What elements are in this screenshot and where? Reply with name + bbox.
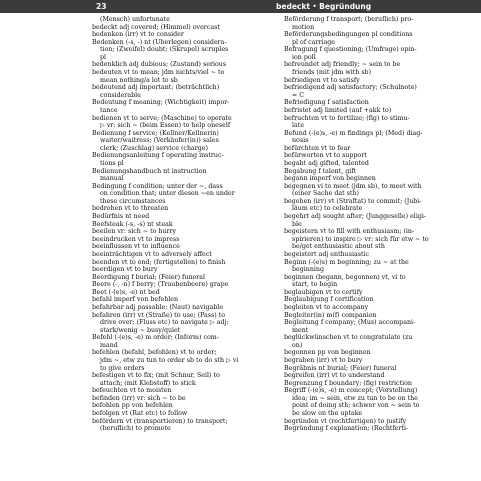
running-title-first: bedeckt (276, 2, 310, 11)
entry-line: Beefsteak (-s, -s) nt steak (92, 220, 173, 228)
entry-line: befohlen pp von befehlen (92, 402, 173, 410)
entry-line: Begründung f explanation; (Rechtferti- (284, 425, 409, 433)
entry-line: beenden vt to end; (fertigstellen) to finish (92, 258, 226, 266)
entry-line: ble (292, 220, 302, 228)
entry-line: Begleitung f company; (Mus) accompani- (284, 319, 416, 327)
entry-line: begreifen (irr) vt to understand (284, 372, 385, 380)
entry-line: begonnen pp von beginnen (284, 349, 371, 357)
entry-line: begeistert adj enthusiastic (284, 250, 370, 258)
entry-line: Befehl (-(e)s, -e) m order; (Inform) com- (92, 334, 219, 342)
entry-line: bedrohen vt to threaten (92, 205, 169, 213)
entry-line: befeuchten vt to moisten (92, 387, 172, 395)
entry-line: beglaubigen vt to certify (284, 288, 363, 296)
entry-line: Befund (-(e)s, -e) m findings pl; (Med) diag- (284, 129, 423, 137)
entry-line: bedienen vt to serve; (Maschine) to operate (92, 114, 232, 122)
entry-line: motion (292, 23, 315, 31)
entry-line: befestigen vt to fix; (mit Schnur, Seil) to (92, 372, 220, 380)
entry-line: Begriff (-(e)s, -e) m concept; (Vorstellung) (284, 387, 418, 395)
entry-line: Bedienungsanleitung f operating instruc- (92, 152, 224, 160)
entry-line: befolgen vt (Rat etc) to follow (92, 410, 188, 418)
entry-line: Beglaubigung f certification (284, 296, 374, 304)
entry-line: Begräbnis nt burial; (Feier) funeral (284, 364, 397, 372)
entry-line: Befriedigung f satisfaction (284, 99, 369, 107)
entry-line: Bedenken (-s, -) nt (Überlegen) considera- (92, 38, 227, 46)
running-title-separator: • (309, 2, 320, 11)
entry-line: manual (100, 175, 124, 183)
entry-line: on) (292, 341, 303, 349)
entry-line: to give orders (100, 364, 145, 372)
entry-line: friends (mit jdm with sb) (292, 69, 372, 77)
entry-line: ≈ C (292, 91, 305, 99)
entry-line: befinden (irr) vr: sich ~ to be (92, 394, 186, 402)
entry-line: Beerdigung f burial; (Feier) funeral (92, 273, 206, 281)
entry-line: befürchten vt to fear (284, 144, 351, 152)
entry-line: Begleiter(in) m(f) companion (284, 311, 377, 319)
entry-line: befriedigen vt to satisfy (284, 76, 360, 84)
entry-line: Begrenzung f boundary; (fig) restriction (284, 379, 412, 387)
entry-line: befahl imperf von befehlen (92, 296, 179, 304)
entry-line: these circumstances (100, 197, 166, 205)
entry-line: beginnen (begann, begonnen) vt, vi to (284, 273, 406, 281)
entry-line: begeistern vt to fill with enthusiasm; (in- (284, 228, 415, 236)
entry-line: ▷ vr: sich ~ (beim Essen) to help oneself (100, 122, 231, 130)
entry-line: begegnen vi to meet (jdm sb), to meet with (284, 182, 422, 190)
entry-line: beeinträchtigen vt to adversely affect (92, 250, 212, 258)
entry-line: läum etc) to celebrate (292, 205, 363, 213)
entry-line: (beruflich) to promote (100, 425, 171, 433)
entry-line: clerk; (Zuschlag) service (charge) (100, 144, 208, 152)
entry-line: beginning (292, 266, 325, 274)
entry-line: beeindrucken vt to impress (92, 235, 180, 243)
entry-line: considerable (100, 91, 141, 99)
entry-line: Beförderung f transport; (beruflich) pro- (284, 16, 414, 23)
entry-line: tance (100, 106, 118, 114)
page-header (0, 0, 481, 13)
entry-line: drive over; (Fluss etc) to navigate ▷ adj: (100, 319, 229, 327)
entry-line: beeinflussen vt to influence (92, 243, 180, 251)
dictionary-column-right (284, 16, 470, 433)
entry-line: Bedingung f condition; unter der ~, dass (92, 182, 223, 190)
entry-line: ion poll (292, 53, 316, 61)
entry-line: befördern vt (transportieren) to transport; (92, 417, 228, 425)
entry-line: on condition that; unter diesen ~en under (100, 190, 235, 198)
entry-line: begründen vt (rechtfertigen) to justify (284, 417, 406, 425)
dictionary-column-left (92, 16, 278, 433)
entry-line: stark/wenig ~ busy/quiet (100, 326, 181, 334)
entry-line: idea; im ~ sein, etw zu tun to be on the (292, 394, 418, 402)
entry-line: bedenken (irr) vt to consider (92, 31, 184, 39)
entry-line: tion; (Zweifel) doubt; (Skrupel) scruples (100, 46, 229, 54)
entry-line: bedenklich adj dubious; (Zustand) serious (92, 61, 227, 69)
entry-line: beeilen vr: sich ~ to hurry (92, 228, 177, 236)
entry-line: waiter/waitress; (Verkäufer(in)) sales (100, 137, 219, 145)
entry-line: pl of carriage (292, 38, 335, 46)
entry-line: befehlen (befahl, befohlen) vt to order; (92, 349, 217, 357)
entry-line: be slow on the uptake (292, 410, 363, 418)
entry-line: attach; (mit Klebstoff) to stick (100, 379, 196, 387)
entry-line: jdm ~, etw zu tun to order sb to do sth ▷ vi (100, 357, 239, 365)
entry-line: Befragung f questioning; (Umfrage) opin- (284, 46, 417, 54)
entry-line: befürworten vt to support (284, 152, 367, 160)
entry-line: begehen (irr) vt (Straftat) to commit; (Jubi- (284, 197, 422, 205)
entry-line: bedeuten vt to mean; jdm nichts/viel ~ to (92, 69, 225, 77)
entry-line: beglückwünschen vt to congratulate (zu (284, 334, 413, 342)
entry-line: begraben (irr) vt to bury (284, 357, 363, 365)
entry-line: befahrbar adj passable; (Naut) navigable (92, 303, 224, 311)
entry-line: Bedeutung f meaning; (Wichtigkeit) impor- (92, 99, 230, 107)
entry-line: Begabung f talent, gift (284, 167, 357, 175)
entry-line: Beere (-, -n) f berry; (Traubenbeere) grape (92, 281, 229, 289)
entry-line: ment (292, 326, 309, 334)
entry-line: nosis (292, 137, 309, 145)
entry-line: befahren (irr) vt (Straße) to use; (Pass) to (92, 311, 226, 319)
entry-line: mean nothing/a lot to sb (100, 76, 178, 84)
entry-line: mand (100, 341, 118, 349)
entry-line: Beförderungsbedingungen pl conditions (284, 31, 413, 39)
entry-line: Beginn (-(e)s) m beginning; zu ~ at the (284, 258, 409, 266)
entry-line: beerdigen vt to bury (92, 266, 158, 274)
page-number: 23 (96, 2, 107, 11)
entry-line: begehrt adj sought after; (Junggeselle) eligi- (284, 213, 426, 221)
entry-line: befristet adj limited (auf +akk to) (284, 106, 392, 114)
entry-line: bedeutend adj important; (beträchtlich) (92, 84, 220, 92)
running-title-last: Begründung (319, 2, 372, 11)
entry-line: befreundet adj friendly; ~ sein to be (284, 61, 401, 69)
entry-line: (einer Sache dat sth) (292, 190, 359, 198)
entry-line: be/get enthusiastic about sth (292, 243, 385, 251)
entry-line: begabt adj gifted, talented (284, 159, 369, 167)
entry-line: befruchten vt to fertilize; (fig) to stimu- (284, 114, 410, 122)
entry-line: start, to begin (292, 281, 338, 289)
entry-line: Bedürfnis nt need (92, 213, 150, 221)
entry-line: Bedienung f service; (Kellner/Kellnerin) (92, 129, 219, 137)
entry-line: tions pl (100, 159, 124, 167)
entry-line: Beet (-(e)s, -e) nt bed (92, 288, 160, 296)
entry-line: befriedigend adj satisfactory; (Schulnote) (284, 84, 417, 92)
entry-line: late (292, 122, 305, 130)
entry-line: begleiten vt to accompany (284, 303, 369, 311)
entry-line: spirieren) to inspire ▷ vr: sich für etw ~ to (292, 235, 429, 243)
running-title (276, 2, 371, 11)
entry-line: point of doing sth; schwer von ~ sein to (292, 402, 420, 410)
entry-line: bedeckt adj covered; (Himmel) overcast (92, 23, 220, 31)
entry-line: begann imperf von beginnen (284, 175, 376, 183)
entry-line: pl (100, 53, 107, 61)
entry-line: (Mensch) unfortunate (100, 16, 170, 23)
entry-line: Bedienungshandbuch nt instruction (92, 167, 207, 175)
